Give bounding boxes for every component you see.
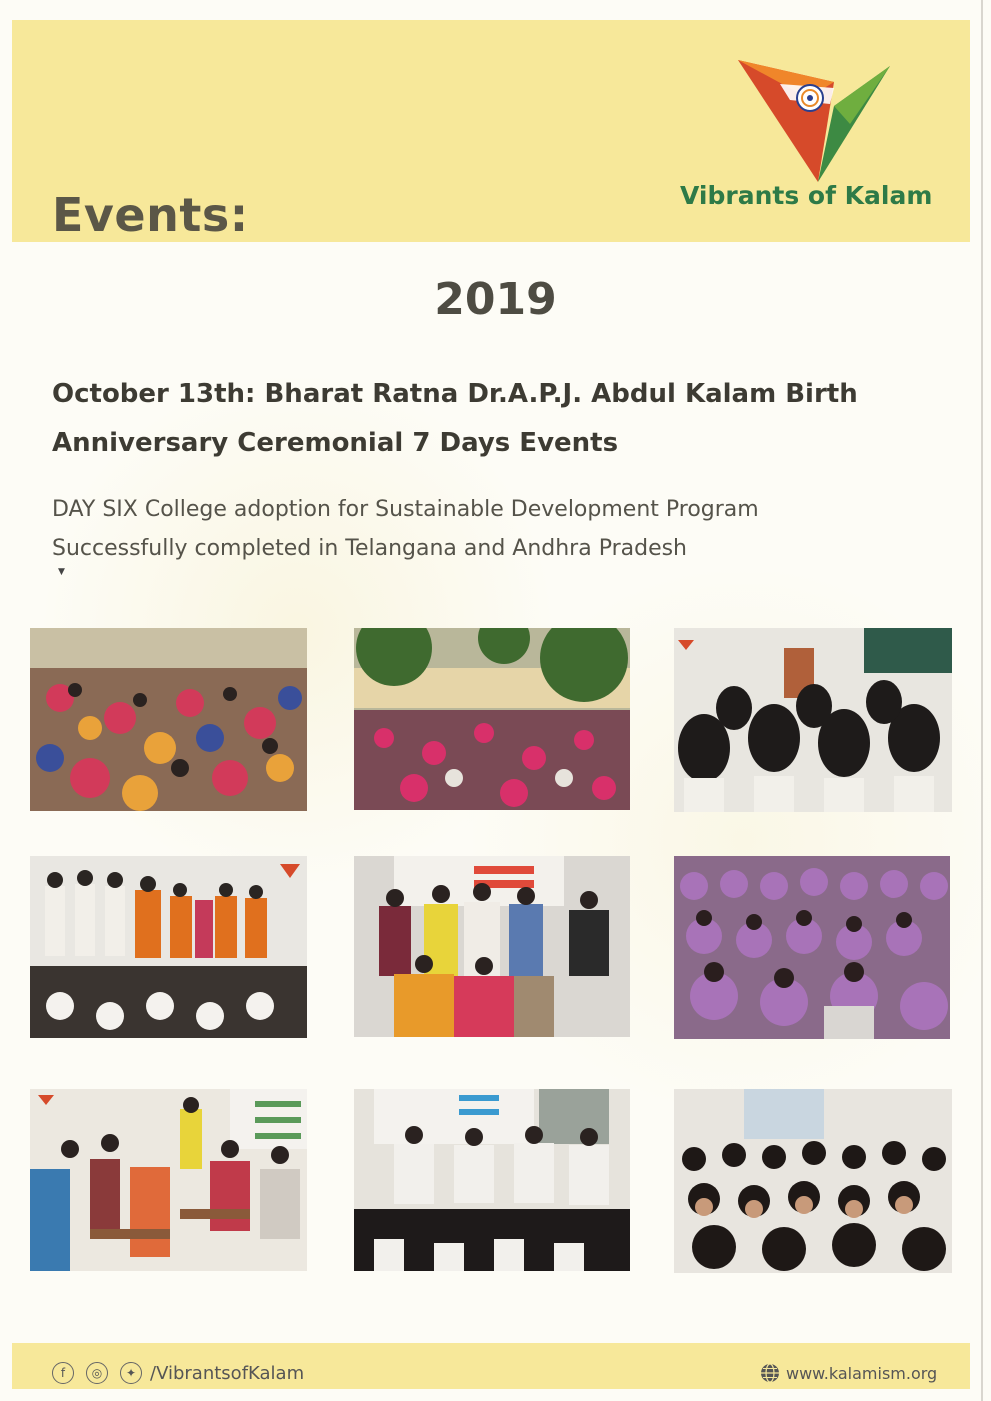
event-photo-9 (674, 1089, 952, 1273)
twitter-icon[interactable]: ✦ (120, 1362, 142, 1384)
event-photo-5 (354, 856, 630, 1037)
page-title: Events: (52, 188, 249, 242)
website-link[interactable] (760, 1360, 937, 1386)
website-url[interactable]: www.kalamism.org (786, 1363, 938, 1383)
event-photo-4 (30, 856, 307, 1038)
event-photo-1 (30, 628, 307, 811)
year-heading: 2019 (434, 274, 557, 325)
event-title-line-2: Anniversary Ceremonial 7 Days Events (52, 428, 619, 458)
vibrants-of-kalam-logo (730, 52, 910, 192)
event-title-line-1: October 13th: Bharat Ratna Dr.A.P.J. Abdul Kalam Birth (52, 379, 858, 409)
description-line-1: DAY SIX College adoption for Sustainable Development Program (52, 497, 759, 522)
event-title (52, 370, 952, 468)
bullet-mark: ▼ (58, 567, 65, 577)
day-description (52, 490, 952, 568)
scan-edge-line (981, 0, 983, 1401)
event-photo-3 (674, 628, 952, 812)
social-links (52, 1360, 304, 1386)
globe-icon (760, 1363, 780, 1383)
brand-name: Vibrants of Kalam (680, 181, 933, 210)
description-line-2: Successfully completed in Telangana and Andhra Pradesh (52, 536, 688, 561)
event-photo-6 (674, 856, 950, 1039)
social-handle[interactable]: /VibrantsofKalam (150, 1362, 305, 1384)
event-photo-8 (354, 1089, 630, 1271)
event-photo-7 (30, 1089, 307, 1271)
event-photo-2 (354, 628, 630, 810)
instagram-icon[interactable]: ◎ (86, 1362, 108, 1384)
facebook-icon[interactable]: f (52, 1362, 74, 1384)
